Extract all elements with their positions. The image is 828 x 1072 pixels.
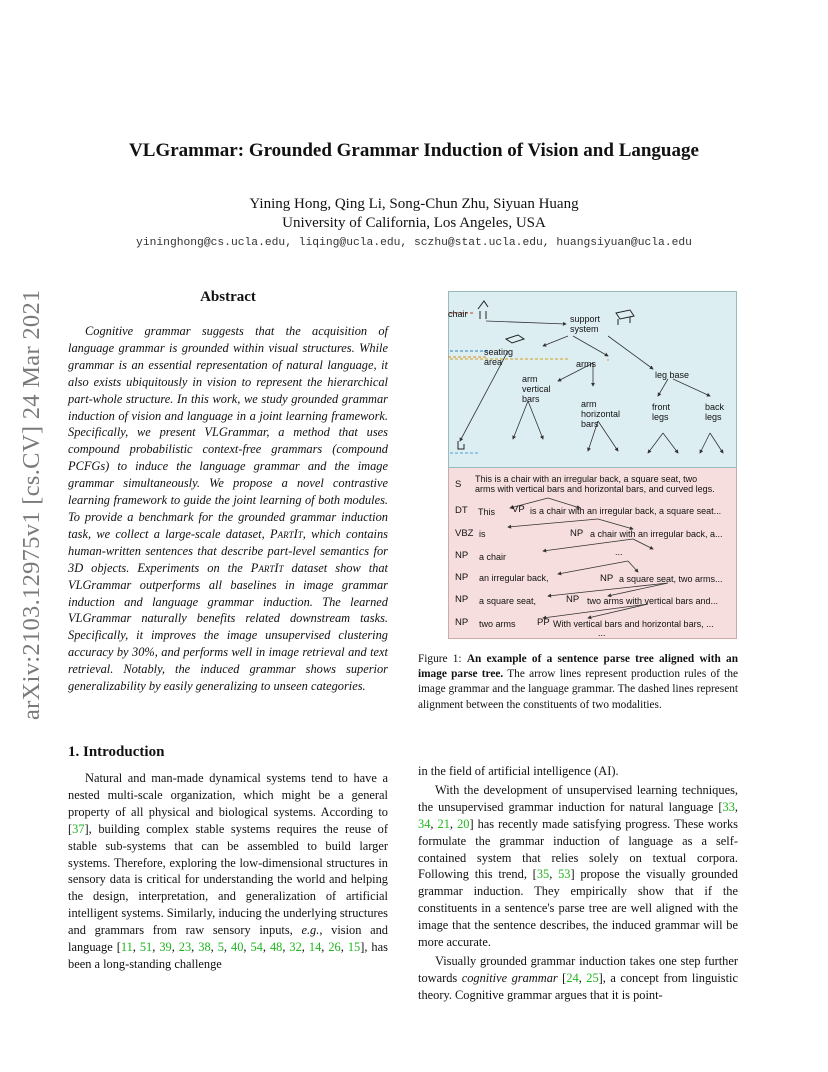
- tag-pp: PP: [537, 617, 550, 628]
- citation-link[interactable]: 21: [437, 816, 450, 831]
- citation-link[interactable]: 20: [457, 816, 470, 831]
- author-list: Yining Hong, Qing Li, Song-Chun Zhu, Siyuan Huang: [249, 196, 579, 212]
- intro-body: [68, 770, 388, 973]
- row-text: With vertical bars and horizontal bars, ...: [553, 619, 714, 629]
- text: ], building complex stable systems requires the reuse of stable sub-systems that can be assembled to build larger systems. Therefore, exploring the low-dimensional structures in sensory data is critical for understanding the world and helping the design, interpretation, and generalization of artificial intelligent systems. Similarly, inducing the underlying structures and grammars from raw sensory inputs,: [68, 821, 388, 938]
- label-chair: chair: [448, 309, 468, 319]
- text: , vision and language [: [68, 923, 388, 955]
- label-support-system: support system: [570, 314, 601, 334]
- text: With the development of unsupervised learning techniques, the unsupervised grammar induction for natural language [: [418, 782, 738, 814]
- row-text: This: [478, 507, 496, 517]
- author-block: [0, 195, 828, 233]
- paragraph: Visually grounded grammar induction takes one step further towards cognitive grammar [24, 25], a concept from linguistic theory. Cognitive grammar argues that it is point-: [418, 953, 738, 1002]
- label-arm-horizontal-bars: arm horizontal bars: [581, 399, 621, 429]
- citation-link[interactable]: 40: [231, 940, 244, 955]
- caption-rest: The arrow lines represent production rules of the image grammar and the language grammar. The dashed lines represent alignment between the constituents of two modalities.: [418, 668, 738, 711]
- caption-label: Figure 1:: [418, 653, 467, 665]
- label-front-legs: front legs: [652, 402, 671, 422]
- citation-link[interactable]: 26: [328, 940, 341, 955]
- row-ellipsis: ...: [615, 547, 623, 557]
- text: e.g.: [301, 923, 320, 938]
- tag-np: NP: [455, 550, 469, 561]
- paragraph: With the development of unsupervised learning techniques, the unsupervised grammar induction for natural language [33, 34, 21, 20] has recently made satisfying progress. These works formulate the grammar induction of language as a self-contained system that relies solely on textual corpora. Following this trend, [35, 53] propose the visually grounded grammar induction. They empirically show that if the constituents in a sentence's parse tree are well aligned with the image that the sentence describes, the induced grammar will be more accurate.: [418, 782, 739, 950]
- tag-np: NP: [455, 594, 469, 605]
- paper-title: VLGrammar: Grounded Grammar Induction of Vision and Language: [129, 140, 699, 161]
- continued-paragraph: in the field of artificial intelligence (AI).: [418, 764, 619, 778]
- citation-link[interactable]: 54: [250, 940, 263, 955]
- text: ] has recently made satisfying progress. These works formulate the grammar induction of language as a self-contained system that relies solely on textual corpora. Following this trend, [: [418, 816, 738, 882]
- abstract-text-b: , which contains human-written sentences that describe part-level semantics for 3D objects. Experiments on the: [68, 526, 388, 575]
- row-text: an irregular back,: [479, 573, 549, 583]
- row-text: two arms with vertical bars and...: [587, 596, 719, 606]
- row-text: a square seat,: [479, 596, 537, 606]
- citation-link[interactable]: 35: [536, 867, 550, 882]
- arxiv-stamp: arXiv:2103.12975v1 [cs.CV] 24 Mar 2021: [18, 289, 45, 720]
- citation-link[interactable]: 23: [178, 940, 192, 955]
- tag-vp: VP: [512, 504, 525, 515]
- row-text: a square seat, two arms...: [619, 574, 723, 584]
- citation-link[interactable]: 53: [558, 867, 571, 882]
- citation-link[interactable]: 48: [269, 940, 283, 955]
- abstract-heading: Abstract: [200, 289, 256, 305]
- caption-bold: An example of a sentence parse tree aligned with an image parse tree.: [418, 653, 738, 681]
- dataset-name: PartIt: [250, 560, 284, 575]
- citation-link[interactable]: 11: [120, 940, 133, 955]
- citation-link[interactable]: 38: [198, 940, 211, 955]
- row-text: two arms: [479, 619, 516, 629]
- row-text: a chair: [479, 552, 507, 562]
- affiliation: University of California, Los Angeles, USA: [282, 215, 546, 231]
- text: ], a concept from linguistic theory. Cognitive grammar argues that it is point-: [418, 970, 738, 1002]
- right-column-body: [418, 763, 738, 1006]
- intro-paragraph: Natural and man-made dynamical systems tend to have a nested multi-scale organization, which might be a general property of all physical and biological systems. According to [37], building complex stable systems requires the reuse of stable sub-systems that can be assembled to build larger systems. Therefore, exploring the low-dimensional structures in sensory data is critical for understanding the world and helping the design, interpretation, and generalization of artificial intelligent systems. Similarly, inducing the underlying structures and grammars from raw sensory inputs, e.g., vision and language [11, 51, 39, 23, 38, 5, 40, 54, 48, 32, 14, 26, 15], has been a long-standing challenge: [68, 771, 388, 971]
- tag-np: NP: [455, 572, 469, 583]
- text: ], has been a long-standing challenge: [68, 940, 388, 971]
- row-text: is a chair with an irregular back, a square seat...: [530, 506, 722, 516]
- tag-np: NP: [600, 573, 614, 584]
- figure-lines: [448, 291, 737, 639]
- label-leg-base: leg base: [655, 370, 690, 380]
- abstract-text-a: Cognitive grammar suggests that the acquisition of language grammar is grounded within visual structures. While grammar is an essential representation of natural language, it also exists ubiquitously in vision to represent the hierarchical part-whole structure. In this work, we study grounded grammar induction of vision and language in a joint learning framework. Specifically, we present VLGrammar, a method that uses compound probabilistic context-free grammars (compound PCFGs) to induce the language grammar and the image grammar simultaneously. We propose a novel contrastive learning framework to guide the joint learning of both modules. To provide a benchmark for the grounded grammar induction task, we collect a large-scale dataset,: [68, 324, 388, 541]
- tag-np: NP: [455, 617, 469, 628]
- author-emails: yininghong@cs.ucla.edu, liqing@ucla.edu, sczhu@stat.ucla.edu, huangsiyuan@ucla.edu: [136, 237, 692, 249]
- figure-caption: [418, 652, 738, 713]
- abstract-text-c: dataset show that VLGrammar outperforms all baselines in image grammar induction and language grammar induction. The learned VLGrammar naturally benefits related downstream tasks. Specifically, it improves the image unsupervised clustering accuracy by 30%, and performs well in image retrieval and text retrieval. Notably, the induced grammar shows superior generalizability by easily generalizing to unseen categories.: [68, 560, 388, 694]
- citation-link[interactable]: 33: [722, 799, 735, 814]
- citation-link[interactable]: 25: [586, 970, 599, 985]
- abstract-paragraph: [68, 323, 388, 695]
- figure-1: [448, 291, 737, 639]
- abstract-body: [68, 323, 388, 695]
- row-text: is: [479, 529, 486, 539]
- citation-link[interactable]: 39: [159, 940, 172, 955]
- tag-vbz: VBZ: [455, 528, 474, 539]
- label-arm-vertical-bars: arm vertical bars: [522, 374, 551, 404]
- row-ellipsis: ...: [598, 628, 606, 638]
- tag-s: S: [455, 479, 462, 490]
- text: Natural and man-made dynamical systems tend to have a nested multi-scale organization, which might be a general property of all physical and biological systems. According to [: [68, 771, 388, 836]
- label-back-legs: back legs: [705, 402, 725, 422]
- sentence-text: This is a chair with an irregular back, a square seat, two arms with vertical bars and horizontal bars, and curved legs.: [475, 474, 715, 494]
- tag-np: NP: [566, 594, 580, 605]
- text: [: [557, 970, 567, 985]
- section-heading-introduction: 1. Introduction: [68, 744, 165, 760]
- citation-link[interactable]: 51: [139, 940, 153, 955]
- citation-link[interactable]: 5: [217, 940, 224, 955]
- citation-link[interactable]: 15: [347, 940, 361, 955]
- text: Visually grounded grammar induction takes one step further towards: [418, 953, 738, 985]
- text: ] propose the visually grounded grammar induction. They empirically show that if the constituents in a sentence's parse tree are well aligned with the image that the sentence describes, the induced grammar will be more accurate.: [418, 867, 739, 950]
- label-arms: arms: [576, 359, 596, 369]
- citation-link[interactable]: 14: [308, 940, 322, 955]
- citation-link[interactable]: 37: [72, 821, 85, 836]
- tag-np: NP: [570, 528, 584, 539]
- citation-link[interactable]: 24: [566, 970, 579, 985]
- dataset-name: PartIt: [270, 526, 303, 541]
- citation-link[interactable]: 32: [289, 940, 302, 955]
- tag-dt: DT: [455, 505, 468, 516]
- row-text: a chair with an irregular back, a...: [590, 529, 723, 539]
- label-seating-area: seating area: [484, 347, 514, 367]
- text: cognitive grammar: [461, 970, 558, 985]
- citation-link[interactable]: 34: [418, 816, 431, 831]
